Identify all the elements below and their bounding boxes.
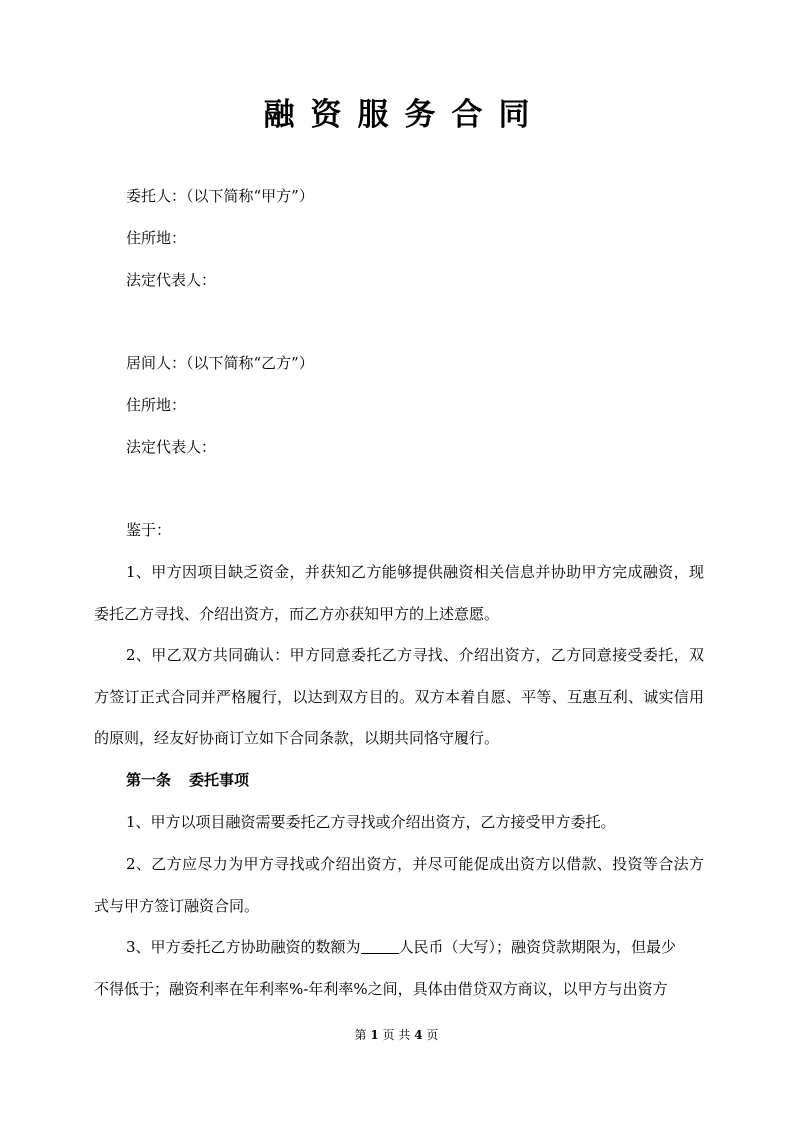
amount-blank-line: [361, 939, 399, 954]
page-total: 4: [414, 1028, 423, 1042]
article-title: 委托事项: [189, 771, 250, 789]
broker-representative-label: 法定代表人：: [126, 438, 217, 456]
clause-3-text-end: 人民币（大写）；融资贷款期限为，但最少: [398, 938, 677, 956]
page-footer: [0, 1026, 793, 1043]
article-1-heading: [94, 760, 704, 802]
clause-3-line-1: [94, 927, 704, 969]
whereas-paragraph-2: 2、甲乙双方共同确认：甲方同意委托乙方寻找、介绍出资方，乙方同意接受委托，双方签订正式合同并严格履行，以达到双方目的。双方本着自愿、平等、互惠互利、诚实信用的原则，经友好协商订立如下合同条款，以期共同恪守履行。: [94, 646, 704, 747]
clause-3-line-2: 不得低于；融资利率在年利率%-年利率%之间，具体由借贷双方商议，以甲方与出资方: [94, 980, 668, 998]
document-title: 融资服务合同: [263, 97, 546, 133]
broker-address-label: 住所地：: [126, 396, 187, 414]
client-label: 委托人：（以下简称“甲方”）: [126, 187, 314, 205]
whereas-heading: 鉴于：: [126, 521, 172, 539]
client-representative-label: 法定代表人：: [126, 271, 217, 289]
article-number: 第一条: [126, 771, 172, 789]
page-suffix: 页: [426, 1028, 439, 1042]
page-middle: 页 共: [382, 1028, 411, 1042]
page-prefix: 第: [354, 1028, 367, 1042]
page-current: 1: [370, 1028, 379, 1042]
broker-label: 居间人：（以下简称“乙方”）: [126, 354, 314, 372]
clause-1: 1、甲方以项目融资需要委托乙方寻找或介绍出资方，乙方接受甲方委托。: [126, 813, 616, 831]
clause-3-text-start: 3、甲方委托乙方协助融资的数额为: [126, 938, 361, 956]
whereas-paragraph-1: 1、甲方因项目缺乏资金，并获知乙方能够提供融资相关信息并协助甲方完成融资，现委托乙方寻找、介绍出资方，而乙方亦获知甲方的上述意愿。: [94, 563, 704, 623]
client-address-label: 住所地：: [126, 229, 187, 247]
clause-2: 2、乙方应尽力为甲方寻找或介绍出资方，并尽可能促成出资方以借款、投资等合法方式与甲方签订融资合同。: [94, 855, 704, 915]
